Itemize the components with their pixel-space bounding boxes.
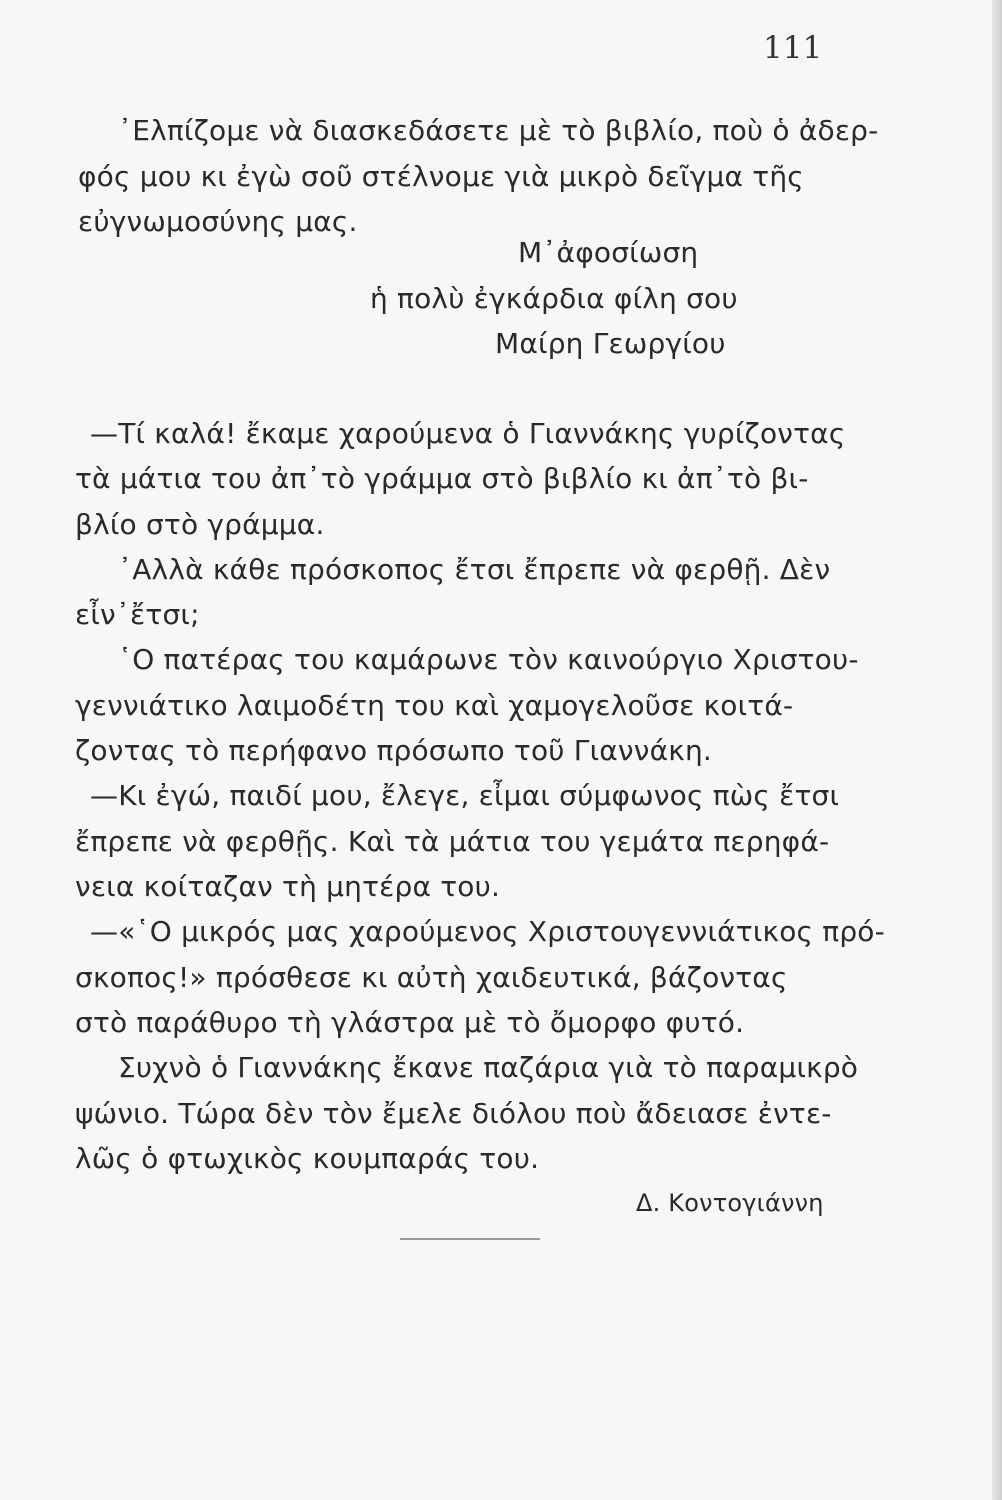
signature-closing: Μ᾿ἀφοσίωση	[518, 236, 699, 269]
paragraph-line: εἶν᾿ἔτσι;	[75, 598, 200, 631]
letter-line: φός μου κι ἐγὼ σοῦ στέλνομε γιὰ μικρὸ δεῖγμα τῆς	[78, 160, 804, 193]
paragraph-line: —«῾Ο μικρός μας χαρούμενος Χριστουγεννιάτικος πρό-	[90, 915, 885, 948]
signature-name: Μαίρη Γεωργίου	[495, 327, 726, 360]
paragraph-line: ἔπρεπε νὰ φερθῇς. Καὶ τὰ μάτια του γεμάτα περηφά-	[75, 825, 830, 858]
paragraph-line: —Τί καλά! ἔκαμε χαρούμενα ὁ Γιαννάκης γυρίζοντας	[90, 417, 846, 450]
signature-line: ἡ πολὺ ἐγκάρδια φίλη σου	[370, 282, 738, 315]
paragraph-line: Συχνὸ ὁ Γιαννάκης ἔκανε παζάρια γιὰ τὸ παραμικρὸ	[118, 1051, 859, 1084]
paragraph-line: γεννιάτικο λαιμοδέτη του καὶ χαμογελοῦσε κοιτά-	[75, 689, 794, 722]
letter-line: ᾿Ελπίζομε νὰ διασκεδάσετε μὲ τὸ βιβλίο, ποὺ ὁ ἀδερ-	[118, 114, 879, 147]
paragraph-line: νεια κοίταζαν τὴ μητέρα του.	[75, 870, 501, 903]
paragraph-line: βλίο στὸ γράμμα.	[75, 508, 325, 541]
paragraph-line: ψώνιο. Τώρα δὲν τὸν ἔμελε διόλου ποὺ ἄδειασε ἐντε-	[75, 1097, 832, 1130]
letter-line: εὐγνωμοσύνης μας.	[78, 205, 358, 238]
paragraph-line: λῶς ὁ φτωχικὸς κουμπαράς του.	[75, 1142, 540, 1175]
paragraph-line: στὸ παράθυρο τὴ γλάστρα μὲ τὸ ὄμορφο φυτό.	[75, 1006, 745, 1039]
end-divider	[400, 1238, 540, 1240]
paragraph-line: ᾿Αλλὰ κάθε πρόσκοπος ἔτσι ἔπρεπε νὰ φερθῇ. Δὲν	[118, 553, 831, 586]
author-signature: Δ. Κοντογιάννη	[636, 1189, 824, 1217]
page-edge	[992, 0, 1002, 1500]
paragraph-line: τὰ μάτια του ἀπ᾿τὸ γράμμα στὸ βιβλίο κι ἀπ᾿τὸ βι-	[75, 462, 809, 495]
paragraph-line: σκοπος!» πρόσθεσε κι αὐτὴ χαιδευτικά, βάζοντας	[75, 961, 788, 994]
paragraph-line: ῾Ο πατέρας του καμάρωνε τὸν καινούργιο Χριστου-	[118, 643, 859, 676]
paragraph-line: —Κι ἐγώ, παιδί μου, ἔλεγε, εἶμαι σύμφωνος πὼς ἔτσι	[90, 779, 840, 812]
page-number: 111	[763, 30, 823, 66]
paragraph-line: ζοντας τὸ περήφανο πρόσωπο τοῦ Γιαννάκη.	[75, 734, 713, 767]
